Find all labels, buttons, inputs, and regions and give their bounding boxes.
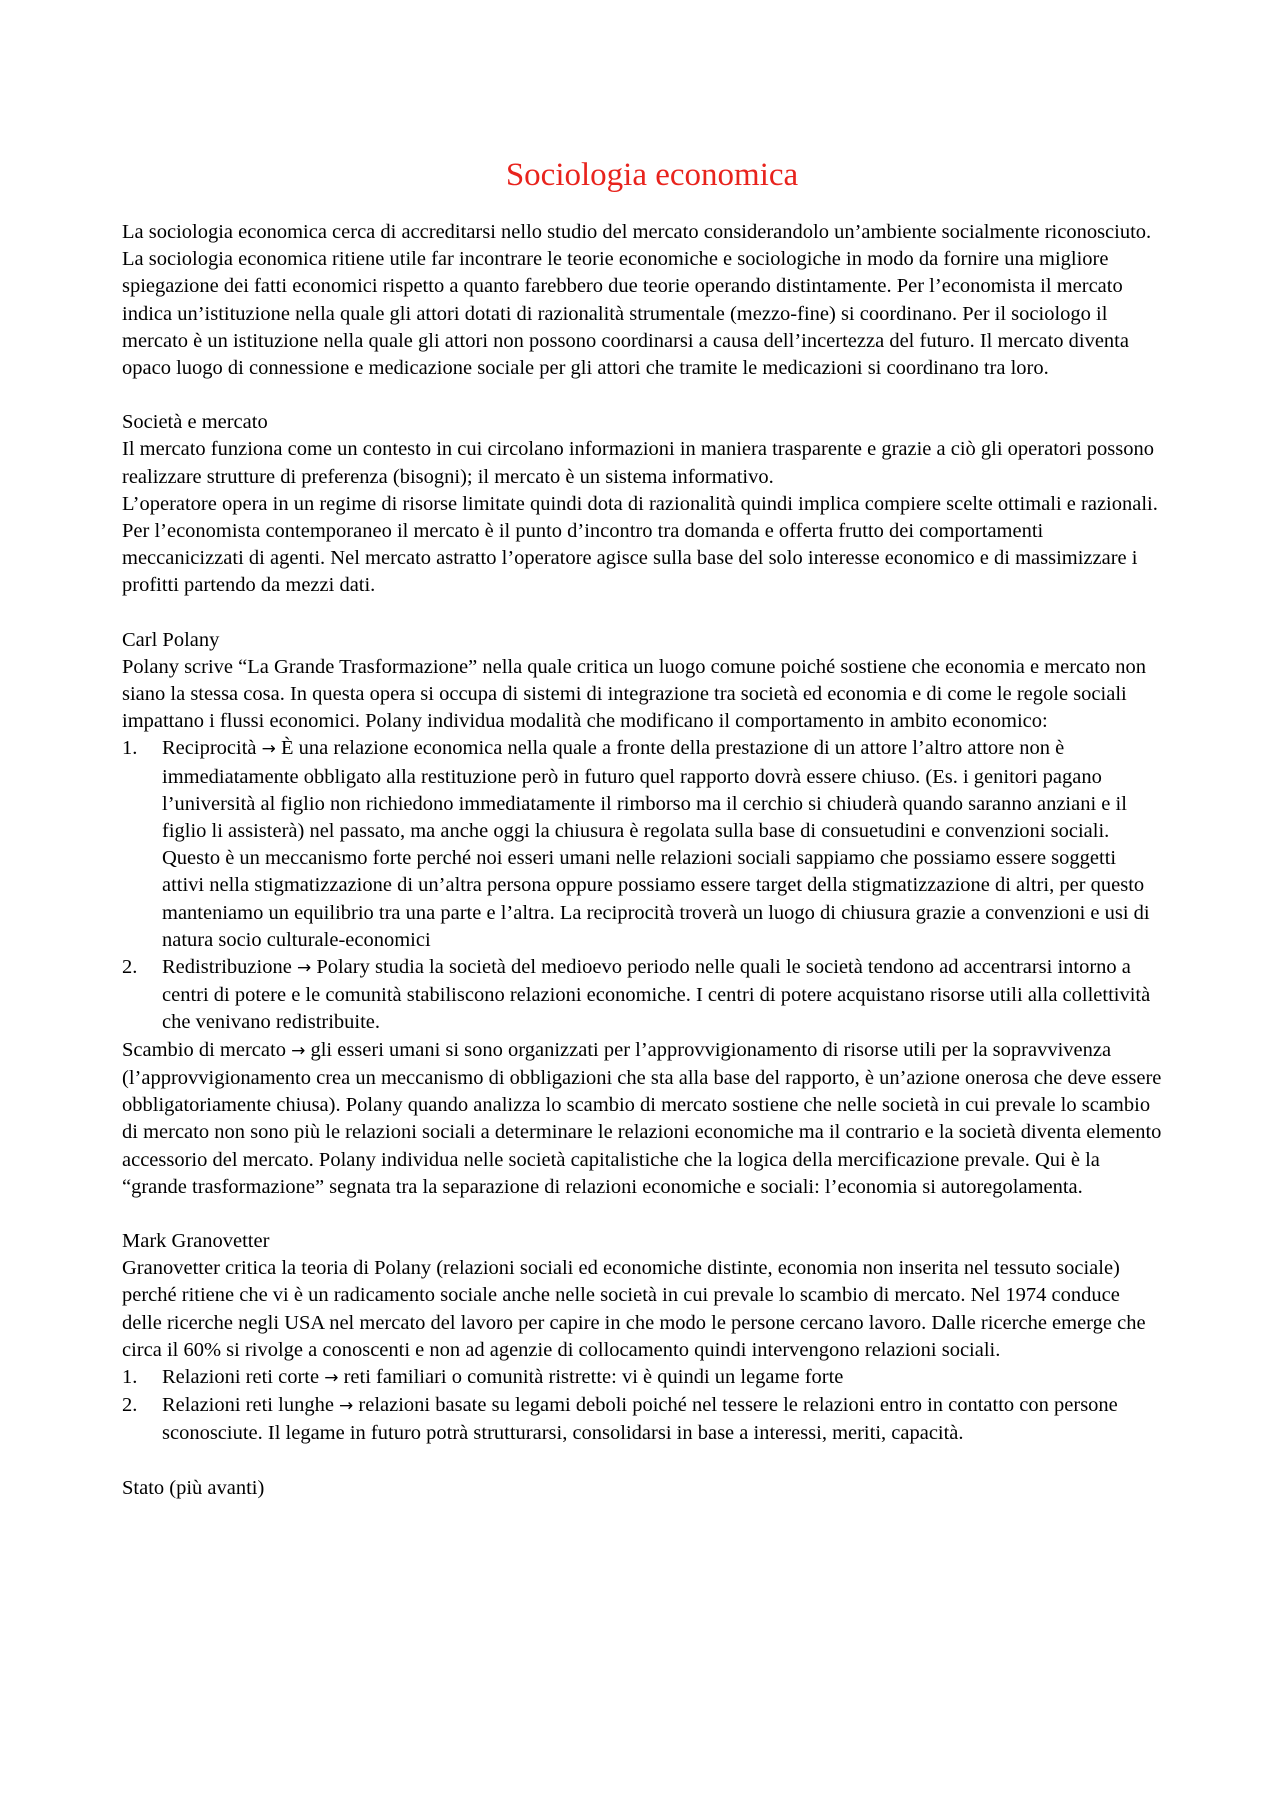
section-mark-granovetter — [122, 1228, 1162, 1448]
list-item — [122, 1392, 1162, 1447]
paragraph: Polany scrive “La Grande Trasformazione” nella quale critica un luogo comune poiché sostiene che economia e mercato non siano la stessa cosa. In questa opera si occupa di sistemi di integrazione tra società ed economia e di come le regole sociali impattano i flussi economici. Polany individua modalità che modificano il comportamento in ambito economico: — [122, 655, 1147, 733]
section-heading: Società e mercato — [122, 411, 268, 434]
document-page — [122, 0, 1162, 1502]
scambio-text: gli esseri umani si sono organizzati per l’approvvigionamento di risorse utili per la sopravvivenza (l’approvvigionamento crea un meccanismo di obbligazioni che sta alla base del rapporto, è un’azione onerosa che deve essere obbligatoriamente chiusa). Polany quando analizza lo scambio di mercato sostiene che nelle società in cui prevale lo scambio di mercato non sono più le relazioni sociali a determinare le relazioni economiche ma il contrario e la società diventa elemento accessorio del mercato. Polany individua nelle società capitalistiche che la logica della mercificazione prevale. Qui è la “grande trasformazione” segnata tra la separazione di relazioni economiche e sociali: l’economia si autoregolamenta. — [122, 1038, 1162, 1198]
list-term: Relazioni reti lunghe — [162, 1394, 334, 1417]
scambio-term: Scambio di mercato — [122, 1038, 286, 1061]
numbered-list — [122, 1364, 1162, 1448]
list-item — [122, 1364, 1162, 1392]
numbered-list — [122, 735, 1162, 1036]
section-carl-polany — [122, 627, 1162, 1201]
section-societa-mercato — [122, 409, 1162, 599]
list-number: 1. — [122, 737, 138, 760]
document-title: Sociologia economica — [505, 157, 799, 193]
paragraph: Granovetter critica la teoria di Polany (relazioni sociali ed economiche distinte, economia non inserita nel tessuto sociale) perché ritiene che vi è un radicamento sociale anche nelle società in cui prevale lo scambio di mercato. Nel 1974 conduce delle ricerche negli USA nel mercato del lavoro per capire in che modo le persone cercano lavoro. Dalle ricerche emerge che circa il 60% si rivolge a conoscenti e non ad agenzie di collocamento quindi intervengono relazioni sociali. — [122, 1257, 1146, 1361]
list-text: reti familiari o comunità ristrette: vi è quindi un legame forte — [343, 1365, 844, 1388]
paragraph: L’operatore opera in un regime di risorse limitate quindi dota di razionalità quindi implica compiere scelte ottimali e razionali. Per l’economista contemporaneo il mercato è il punto d’incontro tra domanda e offerta frutto dei comportamenti meccanicizzati di agenti. Nel mercato astratto l’operatore agisce sulla base del solo interesse economico e di massimizzare i profitti partendo da mezzi dati. — [122, 492, 1158, 597]
section-heading: Carl Polany — [122, 628, 220, 651]
arrow-right-icon: → — [261, 739, 276, 760]
list-item — [122, 735, 1162, 954]
list-term: Redistribuzione — [162, 956, 292, 979]
arrow-right-icon: → — [291, 1040, 306, 1061]
list-text: relazioni basate su legami deboli poiché nel tessere le relazioni entro in contatto con persone sconosciute. Il legame in futuro potrà strutturarsi, consolidarsi in base a interessi, meriti, capacità. — [162, 1394, 1118, 1445]
intro-paragraph: La sociologia economica cerca di accreditarsi nello studio del mercato considerandolo un’ambiente socialmente riconosciuto. La sociologia economica ritiene utile far incontrare le teorie economiche e sociologiche in modo da fornire una migliore spiegazione dei fatti economici rispetto a quanto farebbero due teorie operando distintamente. Per l’economista il mercato indica un’istituzione nella quale gli attori dotati di razionalità strumentale (mezzo-fine) si coordinano. Per il sociologo il mercato è un istituzione nella quale gli attori non possono coordinarsi a causa dell’incertezza del futuro. Il mercato diventa opaco luogo di connessione e medicazione sociale per gli attori che tramite le medicazioni si coordinano tra loro. — [122, 221, 1152, 380]
list-term: Relazioni reti corte — [162, 1365, 320, 1388]
section-stato — [122, 1475, 1162, 1502]
arrow-right-icon: → — [324, 1367, 339, 1388]
paragraph: Il mercato funziona come un contesto in cui circolano informazioni in maniera trasparente e grazie a ciò gli operatori possono realizzare strutture di preferenza (bisogni); il mercato è un sistema informativo. — [122, 438, 1155, 488]
section-heading: Mark Granovetter — [122, 1229, 270, 1252]
paragraph — [122, 1037, 1162, 1201]
list-text: È una relazione economica nella quale a fronte della prestazione di un attore l’altro attore non è immediatamente obbligato alla restituzione però in futuro quel rapporto dovrà essere chiuso. (Es. i genitori pagano l’università al figlio non richiedono immediatamente il rimborso ma il cerchio si chiuderà quando saranno anziani e il figlio li assisterà) nel passato, ma anche oggi la chiusura è regolata sulla base di consuetudini e convenzioni sociali. Questo è un meccanismo forte perché noi esseri umani nelle relazioni sociali sappiamo che possiamo essere soggetti attivi nella stigmatizzazione di un’altra persona oppure possiamo essere target della stigmatizzazione di altri, per questo manteniamo un equilibrio tra una parte e l’altra. La reciprocità troverà un luogo di chiusura grazie a convenzioni e usi di natura socio culturale-economici — [162, 737, 1150, 951]
list-number: 1. — [122, 1365, 138, 1388]
list-term: Reciprocità — [162, 737, 257, 760]
arrow-right-icon: → — [296, 958, 312, 979]
list-text: Polary studia la società del medioevo periodo nelle quali le società tendono ad accentrarsi intorno a centri di potere e le comunità stabiliscono relazioni economiche. I centri di potere acquistano risorse utili alla collettività che venivano redistribuite. — [162, 956, 1151, 1034]
arrow-right-icon: → — [339, 1396, 354, 1417]
list-item — [122, 954, 1162, 1037]
section-heading: Stato (più avanti) — [122, 1476, 265, 1499]
list-number: 2. — [122, 956, 138, 979]
list-number: 2. — [122, 1394, 138, 1417]
